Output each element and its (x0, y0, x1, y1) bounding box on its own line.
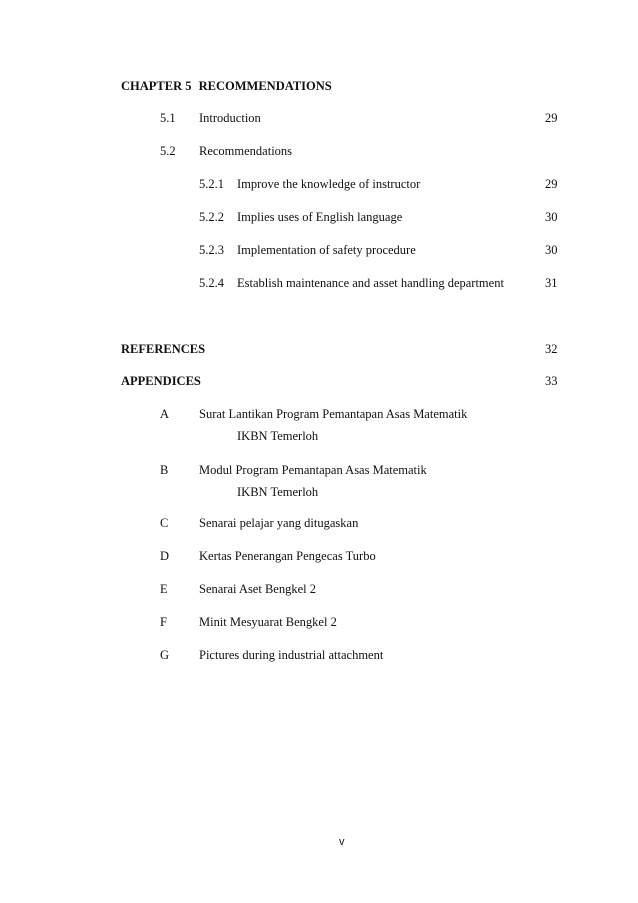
appendix-subtitle: IKBN Temerloh (237, 485, 319, 499)
toc-subentry-page: 30 (545, 210, 558, 224)
appendix-letter: G (160, 648, 170, 662)
appendix-letter: A (160, 407, 170, 421)
appendix-letter: B (160, 463, 169, 477)
toc-subentry-number: 5.2.2 (199, 210, 224, 224)
toc-entry-number: 5.1 (160, 111, 176, 125)
appendices-heading: APPENDICES (121, 374, 201, 388)
references-heading: REFERENCES (121, 342, 206, 356)
toc-entry-number: 5.2 (160, 144, 176, 158)
appendix-letter: F (160, 615, 167, 629)
appendices-page: 33 (545, 374, 558, 388)
appendix-letter: C (160, 516, 169, 530)
chapter-title: RECOMMENDATIONS (198, 79, 332, 93)
toc-subentry-page: 31 (545, 276, 558, 290)
appendix-title: Kertas Penerangan Pengecas Turbo (199, 549, 376, 563)
toc-subentry-number: 5.2.4 (199, 276, 224, 290)
appendix-title: Surat Lantikan Program Pemantapan Asas Matematik (199, 407, 468, 421)
toc-subentry-number: 5.2.3 (199, 243, 224, 257)
appendix-letter: D (160, 549, 170, 563)
toc-entry-label: Recommendations (199, 144, 293, 158)
toc-subentry-label: Establish maintenance and asset handling department (237, 276, 504, 290)
appendix-title: Minit Mesyuarat Bengkel 2 (199, 615, 337, 629)
toc-subentry-label: Implies uses of English language (237, 210, 403, 224)
appendix-letter: E (160, 582, 168, 596)
appendix-title: Pictures during industrial attachment (199, 648, 384, 662)
toc-subentry-number: 5.2.1 (199, 177, 224, 191)
chapter-prefix: CHAPTER 5 (121, 79, 192, 93)
toc-subentry-label: Implementation of safety procedure (237, 243, 416, 257)
toc-subentry-label: Improve the knowledge of instructor (237, 177, 421, 191)
toc-subentry-page: 29 (545, 177, 558, 191)
toc-entry-label: Introduction (199, 111, 261, 125)
appendix-title: Senarai pelajar yang ditugaskan (199, 516, 359, 530)
toc-subentry-page: 30 (545, 243, 558, 257)
appendix-title: Modul Program Pemantapan Asas Matematik (199, 463, 427, 477)
appendix-title: Senarai Aset Bengkel 2 (199, 582, 316, 596)
toc-entry-page: 29 (545, 111, 558, 125)
appendix-subtitle: IKBN Temerloh (237, 429, 319, 443)
chapter-heading (121, 78, 332, 94)
references-page: 32 (545, 342, 558, 356)
page-number: v (339, 836, 345, 848)
